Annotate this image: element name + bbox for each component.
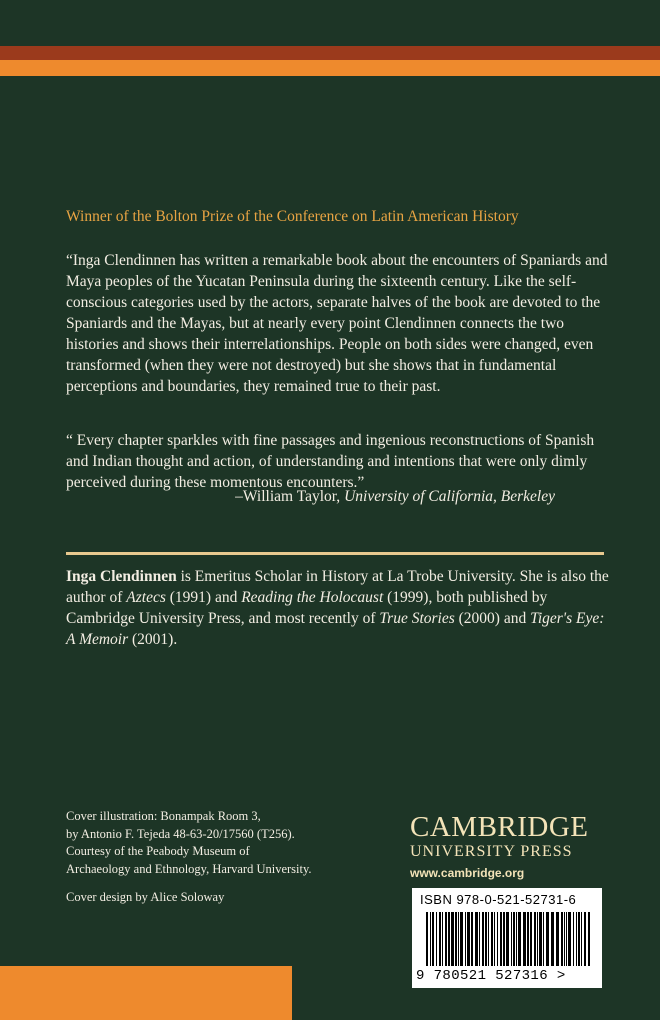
author-name: Inga Clendinnen xyxy=(66,568,177,585)
book-title-tigers-eye: Tiger's Eye: A Memoir xyxy=(66,610,605,648)
author-bio xyxy=(66,566,611,650)
review-quote-2: “ Every chapter sparkles with fine passages and ingenious reconstructions of Spanish and Indian thought and action, of understanding and intentions that were only dimly perceived during these momentous encounters.” xyxy=(66,432,595,491)
publisher-url: www.cambridge.org xyxy=(410,866,525,880)
attribution-prefix: –William Taylor, xyxy=(235,488,345,505)
cover-design-credit: Cover design by Alice Soloway xyxy=(66,890,225,904)
top-band-dark xyxy=(0,46,660,60)
bio-text-1: is Emeritus Scholar in History at La Trobe University. She is also the author of xyxy=(66,568,609,606)
book-title-aztecs: Aztecs xyxy=(126,589,166,606)
award-line: Winner of the Bolton Prize of the Conference on Latin American History xyxy=(66,208,519,225)
credit-line-2: by Antonio F. Tejeda 48-63-20/17560 (T256). xyxy=(66,826,295,841)
divider-rule xyxy=(66,552,604,555)
barcode-digits: 9 780521 527316 > xyxy=(416,968,566,984)
cover-illustration-credit xyxy=(66,808,366,878)
publisher-logo xyxy=(410,812,610,882)
publisher-name: CAMBRIDGE xyxy=(410,811,589,843)
bio-text-4: (2000) and xyxy=(454,610,531,627)
credit-line-3: Courtesy of the Peabody Museum of xyxy=(66,844,250,858)
publisher-subtitle: UNIVERSITY PRESS xyxy=(410,843,573,860)
isbn-barcode xyxy=(412,888,602,988)
bio-text-2: (1991) and xyxy=(165,589,242,606)
credit-line-4: Archaeology and Ethnology, Harvard University. xyxy=(66,861,312,876)
bottom-corner-block xyxy=(0,966,292,1020)
book-title-true-stories: True Stories xyxy=(379,610,455,627)
credit-line-1: Cover illustration: Bonampak Room 3, xyxy=(66,809,261,823)
bio-text-5: (2001). xyxy=(128,631,178,648)
attribution-university: University of California xyxy=(344,488,494,505)
bio-text-3: (1999), both published by Cambridge University Press, and most recently of xyxy=(66,589,548,627)
review-quote-1: “Inga Clendinnen has written a remarkable book about the encounters of Spaniards and Maya peoples of the Yucatan Peninsula during the sixteenth century. Like the self-conscious categories used by the actors, separate halves of the book are devoted to the Spaniards and the Mayas, but at nearly every point Clendinnen connects the two histories and shows their interrelationships. People on both sides were changed, even transformed (when they were not destroyed) but she shows that in fundamental perceptions and boundaries, they remained true to their past. xyxy=(66,252,608,395)
quote-attribution xyxy=(0,488,555,506)
book-title-reading-holocaust: Reading the Holocaust xyxy=(241,589,384,606)
isbn-number: ISBN 978-0-521-52731-6 xyxy=(420,892,577,907)
attribution-separator: , xyxy=(493,488,501,505)
top-band-orange xyxy=(0,60,660,76)
barcode-bars xyxy=(426,912,592,966)
attribution-campus: Berkeley xyxy=(500,488,555,505)
